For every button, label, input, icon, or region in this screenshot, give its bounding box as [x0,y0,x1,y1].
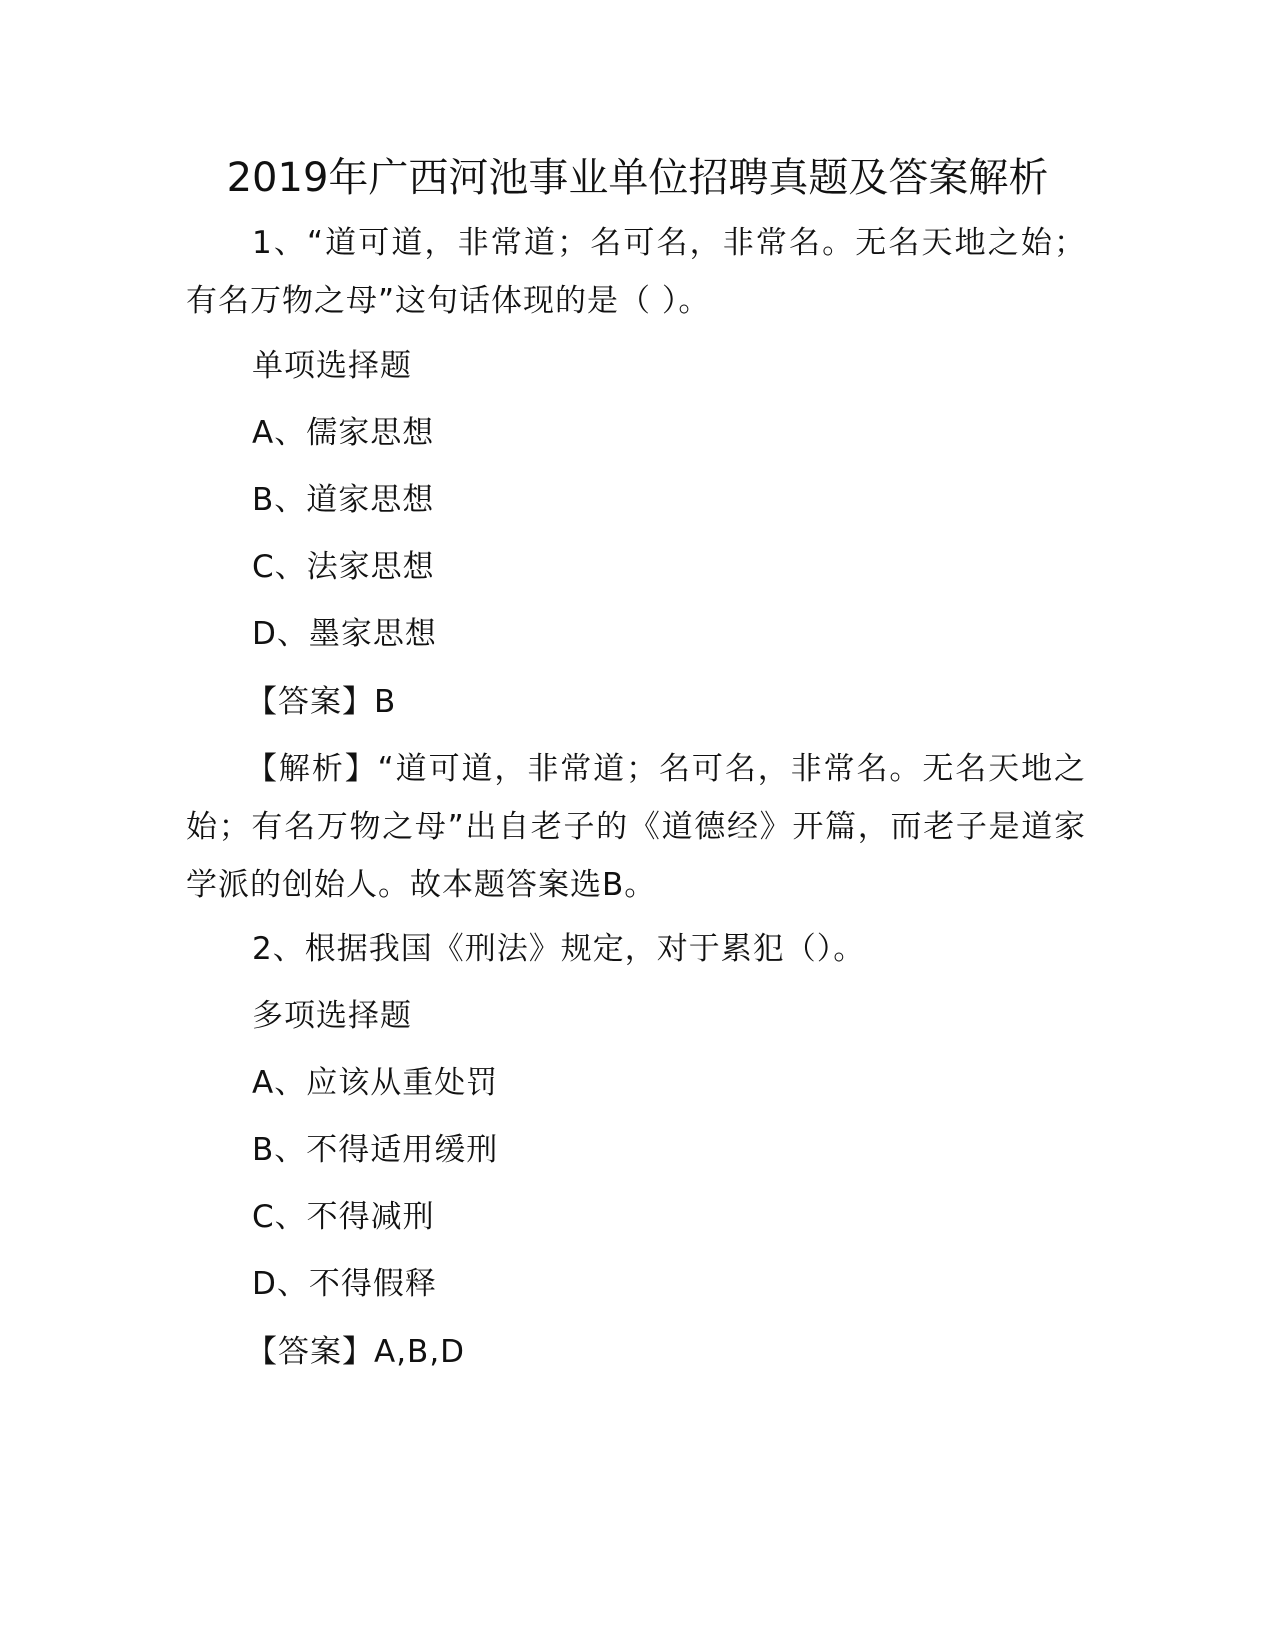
document-title: 2019年广西河池事业单位招聘真题及答案解析 [226,155,1049,201]
question-2-answer: 【答案】A,B,D [246,1334,466,1370]
question-2-option-c: C、不得减刑 [252,1199,435,1235]
question-1-option-b: B、道家思想 [252,482,435,518]
question-1-option-d: D、墨家思想 [252,616,437,652]
question-2-option-a: A、应该从重处罚 [252,1065,499,1101]
question-2-option-b: B、不得适用缓刑 [252,1132,499,1168]
question-1-answer: 【答案】B [246,684,397,720]
question-1-analysis: 【解析】“道可道，非常道；名可名，非常名。无名天地之始；有名万物之母”出自老子的《道德经》开篇，而老子是道家学派的创始人。故本题答案选B。 [186,751,1086,903]
question-2-type: 多项选择题 [252,998,412,1034]
question-2-option-d: D、不得假释 [252,1266,437,1302]
question-1-type: 单项选择题 [252,348,412,384]
question-1-option-a: A、儒家思想 [252,415,435,451]
question-1-option-c: C、法家思想 [252,549,435,585]
question-1-stem: 1、“道可道，非常道；名可名，非常名。无名天地之始；有名万物之母”这句话体现的是（ ）。 [186,225,1086,319]
question-2-stem: 2、根据我国《刑法》规定，对于累犯（）。 [252,931,866,967]
